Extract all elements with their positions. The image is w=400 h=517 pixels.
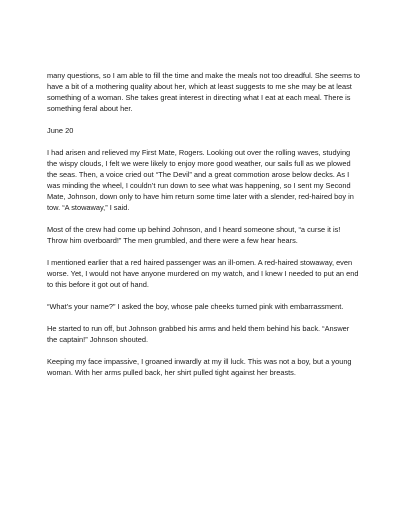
paragraph-continuation: many questions, so I am able to fill the time and make the meals not too dreadful. She seems to have a bit of a mothering quality about her, which at least suggests to me she may be at least something of a woman. She takes great interest in directing what I eat at each meal. There is something feral about her.	[47, 71, 361, 113]
entry-date-heading: June 20	[47, 126, 74, 135]
document-body	[47, 70, 361, 389]
paragraph-ill-omen: I mentioned earlier that a red haired passenger was an ill-omen. A red-haired stowaway, even worse. Yet, I would not have anyone murdered on my watch, and I knew I needed to put an end to this before it got out of hand.	[47, 258, 359, 289]
paragraph-stowaway-found: I had arisen and relieved my First Mate, Rogers. Looking out over the rolling waves, studying the wispy clouds, I felt we were likely to enjoy more good weather, our sails full as we plowed the seas. Then, a voice cried out “The Devil” and a great commotion arose below decks. As I was minding the wheel, I couldn’t run down to see what was happening, so I sent my Second Mate, Johnson, down only to have him return some time later with a slender, red-haired boy in tow. “A stowaway,” I said.	[47, 148, 354, 212]
paragraph-crew-shout: Most of the crew had come up behind Johnson, and I heard someone shout, “a curse it is! Throw him overboard!” The men grumbled, and there were a few hear hears.	[47, 225, 341, 245]
paragraph-run-off: He started to run off, but Johnson grabbed his arms and held them behind his back. “Answer the captain!” Johnson shouted.	[47, 324, 350, 344]
paragraph-young-woman: Keeping my face impassive, I groaned inwardly at my ill luck. This was not a boy, but a young woman. With her arms pulled back, her shirt pulled tight against her breasts.	[47, 357, 352, 377]
paragraph-ask-name: “What’s your name?” I asked the boy, whose pale cheeks turned pink with embarrassment.	[47, 302, 344, 311]
